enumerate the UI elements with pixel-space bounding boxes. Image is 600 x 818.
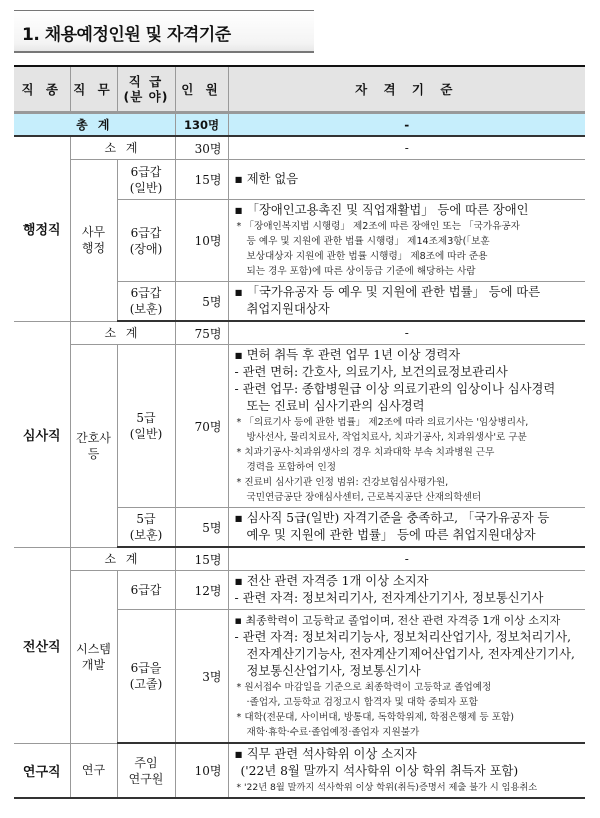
- note-text: 방사선사, 물리치료사, 작업치료사, 치과기공사, 치과위생사'로 구분: [246, 432, 527, 443]
- recruitment-table: [14, 65, 585, 799]
- grade-line: 6급갑: [130, 225, 162, 240]
- headcount-cell: 70명: [175, 345, 228, 508]
- grade-line: 주임: [134, 755, 158, 770]
- table-row: [14, 547, 585, 571]
- subtotal-criteria: -: [228, 136, 585, 160]
- section-title: 1. 채용예정인원 및 자격기준: [22, 25, 231, 45]
- subtotal-headcount: 15명: [175, 547, 228, 571]
- headcount-cell: 12명: [175, 571, 228, 610]
- dash-text: 또는 진료비 심사기관의 심사경력: [246, 399, 425, 413]
- duty-cell: [70, 345, 117, 548]
- dash-text: 전자계산기기능사, 전자계산기제어산업기사, 전자계산기기사,: [246, 647, 575, 661]
- subtotal-label: 소 계: [70, 136, 175, 160]
- criteria-cell: [228, 282, 585, 322]
- grade-line: 6급갑: [130, 164, 162, 179]
- grade-cell: [117, 610, 175, 744]
- grade-line: (장애): [129, 241, 163, 256]
- subtotal-criteria: -: [228, 547, 585, 571]
- note-text: 등 예우 및 지원에 관한 법률 시행령」 제14조제3항(「보훈: [246, 236, 490, 247]
- header-duty: 직 무: [70, 66, 117, 113]
- criteria-bullet: ▪ 최종학력이 고등학교 졸업이며, 전산 관련 자격증 1개 이상 소지자: [234, 614, 561, 627]
- note-text: 보상대상자 지원에 관한 법률 시행령」 제8조에 따라 준용: [246, 251, 488, 262]
- duty-line: 행정: [81, 241, 106, 256]
- criteria-note: [235, 475, 582, 505]
- grade-cell: [117, 508, 175, 548]
- grade-cell: [117, 282, 175, 322]
- header-grade: [117, 66, 175, 113]
- criteria-cell: [228, 508, 585, 548]
- duty-cell: 연구: [70, 743, 117, 798]
- header-grade-line1: 직 급: [128, 74, 164, 89]
- criteria-bullet: ▪ 제한 없음: [234, 172, 299, 186]
- criteria-bullet: ▪ 「장애인고용촉진 및 직업재활법」 등에 따른 장애인: [234, 203, 529, 217]
- header-category: 직 종: [14, 66, 70, 113]
- subtotal-headcount: 75명: [175, 321, 228, 345]
- criteria-note: * '22년 8월 말까지 석사학위 이상 학위(취득)증명서 제출 불가 시 임용취소: [236, 782, 538, 793]
- category-cell: 행정직: [14, 136, 70, 321]
- criteria-dash: [235, 629, 582, 680]
- criteria-bullet-cont: 취업지원대상자: [246, 302, 330, 316]
- note-text: ·졸업자, 고등학교 검정고시 합격자 및 대학 중퇴자 포함: [246, 697, 478, 708]
- headcount-cell: 5명: [175, 282, 228, 322]
- grade-line: (일반): [129, 180, 163, 195]
- grade-cell: [117, 571, 175, 610]
- criteria-bullet-cont: 예우 및 지원에 관한 법률」 등에 따른 취업지원대상자: [246, 528, 536, 542]
- header-grade-line2: (분 야): [123, 89, 169, 104]
- criteria-note: [235, 445, 582, 475]
- table-row: [14, 160, 585, 200]
- table-row: [14, 136, 585, 160]
- note-text: * 진료비 심사기관 인정 범위: 건강보험심사평가원,: [236, 477, 449, 488]
- table-row: [14, 345, 585, 508]
- table-row: [14, 571, 585, 610]
- note-text: * 「장애인복지법 시행령」 제2조에 따른 장애인 또는 「국가유공자: [236, 221, 520, 232]
- duty-line: 사무: [81, 225, 106, 240]
- headcount-cell: 5명: [175, 508, 228, 548]
- grade-line: (보훈): [129, 302, 163, 316]
- criteria-note: [235, 219, 582, 279]
- criteria-note: [235, 710, 582, 740]
- dash-text: - 관련 자격: 정보처리기능사, 정보처리산업기사, 정보처리기사,: [234, 630, 572, 644]
- header-headcount: 인 원: [175, 66, 228, 113]
- criteria-bullet: ▪ 면허 취득 후 관련 업무 1년 이상 경력자: [234, 348, 461, 362]
- duty-cell: [70, 160, 117, 322]
- grade-cell: [117, 160, 175, 200]
- note-text: 경력을 포함하여 인정: [246, 462, 337, 473]
- criteria-cell: [228, 610, 585, 744]
- section-title-box: [14, 10, 314, 53]
- criteria-dash: - 관련 면허: 간호사, 의료기사, 보건의료정보관리사: [234, 365, 508, 379]
- duty-line: 등: [87, 446, 100, 461]
- category-cell: 연구직: [14, 743, 70, 798]
- total-criteria: -: [228, 113, 585, 137]
- total-headcount: 130명: [175, 113, 228, 137]
- dash-text: - 관련 업무: 종합병원급 이상 의료기관의 임상이나 심사경력: [234, 382, 556, 396]
- criteria-bullet: ▪ 직무 관련 석사학위 이상 소지자: [234, 747, 417, 761]
- subtotal-label: 소 계: [70, 547, 175, 571]
- grade-line: 연구원: [128, 771, 164, 786]
- dash-text: 정보통신산업기사, 정보통신기사: [246, 664, 421, 678]
- criteria-cell: [228, 571, 585, 610]
- subtotal-headcount: 30명: [175, 136, 228, 160]
- headcount-cell: 10명: [175, 200, 228, 282]
- grade-line: 6급을: [130, 661, 162, 675]
- total-row: [14, 113, 585, 137]
- grade-cell: [117, 345, 175, 508]
- criteria-bullet: ▪ 심사직 5급(일반) 자격기준을 충족하고, 「국가유공자 등: [234, 511, 550, 525]
- category-cell: 심사직: [14, 321, 70, 547]
- note-text: * 원서접수 마감일을 기준으로 최종학력이 고등학교 졸업예정: [236, 682, 492, 693]
- grade-cell: [117, 743, 175, 798]
- grade-line: (일반): [129, 427, 163, 441]
- note-text: 되는 경우 포함)에 따른 상이등급 기준에 해당하는 사람: [246, 266, 476, 277]
- grade-line: 6급갑: [130, 583, 162, 597]
- header-criteria: 자 격 기 준: [228, 66, 585, 113]
- table-header-row: [14, 66, 585, 113]
- total-label: 총 계: [14, 113, 175, 137]
- table-row: [14, 743, 585, 798]
- criteria-bullet: ▪ 「국가유공자 등 예우 및 지원에 관한 법률」 등에 따른: [234, 285, 541, 299]
- criteria-dash: - 관련 자격: 정보처리기사, 전자계산기기사, 정보통신기사: [234, 591, 544, 605]
- criteria-cell: [228, 160, 585, 200]
- grade-line: (보훈): [129, 528, 163, 542]
- note-text: * 치과기공사·치과위생사의 경우 치과대학 부속 치과병원 근무: [236, 447, 495, 458]
- subtotal-label: 소 계: [70, 321, 175, 345]
- headcount-cell: 15명: [175, 160, 228, 200]
- criteria-cell: [228, 200, 585, 282]
- criteria-bullet-cont: ('22년 8월 말까지 석사학위 이상 학위 취득자 포함): [240, 764, 519, 778]
- criteria-cell: [228, 345, 585, 508]
- grade-line: (고졸): [129, 677, 163, 691]
- note-text: 국민연금공단 장애심사센터, 근로복지공단 산재의학센터: [246, 492, 482, 503]
- criteria-bullet: ▪ 전산 관련 자격증 1개 이상 소지자: [234, 574, 429, 588]
- grade-line: 6급갑: [130, 286, 162, 300]
- headcount-cell: 10명: [175, 743, 228, 798]
- duty-cell: [70, 571, 117, 744]
- criteria-note: [235, 680, 582, 710]
- category-cell: 전산직: [14, 547, 70, 743]
- grade-cell: [117, 200, 175, 282]
- duty-line: 간호사: [76, 430, 111, 445]
- duty-line: 시스템: [76, 641, 111, 656]
- criteria-dash: [235, 381, 582, 415]
- criteria-note: [235, 415, 582, 445]
- criteria-cell: [228, 743, 585, 798]
- note-text: * 「의료기사 등에 관한 법률」 제2조에 따라 의료기사는 '임상병리사,: [236, 417, 529, 428]
- note-text: * 대학(전문대, 사이버대, 방통대, 독학학위제, 학점은행제 등 포함): [236, 712, 515, 723]
- grade-line: 5급: [136, 411, 156, 425]
- table-row: [14, 321, 585, 345]
- subtotal-criteria: -: [228, 321, 585, 345]
- headcount-cell: 3명: [175, 610, 228, 744]
- duty-line: 개발: [81, 657, 106, 672]
- grade-line: 5급: [136, 512, 156, 526]
- note-text: 재학·휴학·수료·졸업예정·졸업자 지원불가: [246, 727, 420, 738]
